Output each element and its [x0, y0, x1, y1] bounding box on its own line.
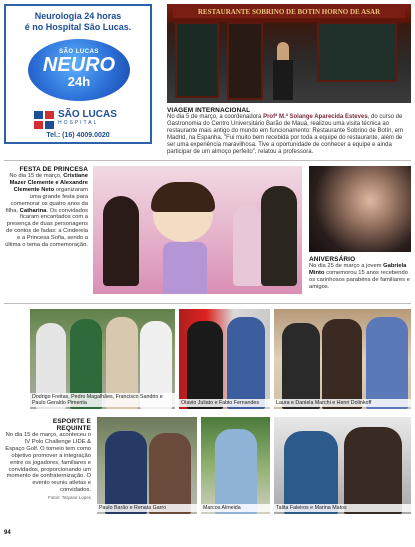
divider: [4, 303, 411, 304]
group-photo-2: [179, 309, 270, 409]
viagem-title: VIAGEM INTERNACIONAL: [167, 107, 251, 114]
girl-right: [233, 206, 263, 286]
person: [344, 427, 402, 514]
group-3-caption: Laura e Daniela Marchi e Henri Dolinkoff: [274, 399, 411, 407]
neuro-24h-badge: [28, 39, 130, 101]
costume-hair: [151, 182, 215, 212]
woman-left: [103, 196, 139, 286]
badge-hours-text: 24h: [67, 74, 91, 89]
photo-credit: Fotos: Tatyane Lopes: [48, 495, 91, 501]
esporte-section: [4, 418, 91, 500]
single-caption: Marcos Almeida: [201, 504, 270, 512]
person: [215, 429, 257, 514]
badge-neuro-text: NEURO: [42, 54, 116, 76]
person: [149, 433, 191, 514]
gabriela-portrait-photo: [309, 166, 411, 252]
group-photo-1: [30, 309, 175, 409]
person-head: [277, 42, 289, 62]
person: [227, 317, 265, 409]
festa-title: FESTA DE PRINCESA: [19, 166, 88, 173]
person: [366, 317, 408, 409]
ad-headline-line-1: Neurologia 24 horas: [34, 11, 122, 21]
restaurant-sign: RESTAURANTE SOBRINO DE BOTIN HORNO DE ASAR: [173, 6, 405, 18]
group-photo-3: [274, 309, 411, 409]
single-photo: [201, 417, 270, 514]
restaurant-photo: [167, 4, 411, 103]
aniversario-title: ANIVERSÁRIO: [309, 256, 356, 263]
pair-1-caption: Paulo Barão e Renata Garro: [97, 504, 197, 512]
pair-photo-1: [97, 417, 197, 514]
festa-body: No dia 15 de março, Cristiane Mazer Clemente e Alexandre Clemente Neto organizaram uma grande festa para comemorar os quatro anos da filha, Catharina. Os convidados ficaram encantados com a presença de duas personagens de contos de fadas: a Cinderela e a Princesa Sofia, sendo a última o tema da comemoração.: [5, 173, 88, 249]
badge-small-text: SÃO LUCAS: [59, 49, 99, 55]
page-number: 94: [4, 530, 11, 536]
person: [322, 319, 362, 409]
esporte-title-1: ESPORTE E: [52, 418, 91, 425]
viagem-section: [167, 107, 411, 157]
pair-2-caption: Talita Faleiros e Marina Matos: [274, 504, 411, 512]
group-2-caption: Otavio Juliato e Fabio Fernandes: [179, 399, 270, 407]
aniversario-section: [309, 256, 411, 291]
ad-headline-line-2: é no Hospital São Lucas.: [24, 22, 132, 32]
viagem-highlight-name: Profª M.ª Solange Aparecida Esteves: [263, 114, 368, 120]
hospital-logo-icon: [34, 111, 54, 129]
person-body: [273, 60, 293, 100]
pair-photo-2: [274, 417, 411, 514]
esporte-body: No dia 15 de março, aconteceu o IV Polo Challenge LIDE & Espaço Golf. O torneio tem como objetivo promover a integração entre os jogadores, familiares e convidados, proporcionando um momento de confraternização. O evento reuniu atletas e convidados.: [5, 432, 91, 494]
hospital-logo-sub: HOSPITAL: [58, 120, 99, 126]
ad-headline: [6, 6, 150, 36]
hospital-advertisement[interactable]: [4, 4, 152, 144]
esporte-title-2: REQUINTE: [56, 425, 91, 432]
person: [105, 431, 147, 514]
window-left: [175, 22, 219, 98]
viagem-body: No dia 5 de março, a coordenadora Profª M.ª Solange Aparecida Esteves, do curso de Gastronomia do Centro Universitário Barão de Mauá, realizou uma visita técnica ao restaurante mais antigo do mundo em funcionamento: Restaurante Sobrino de Botín, em Madrid, na Espanha. "Fui muito bem recebida por toda a equipe do restaurante, além de ser uma experiência maravilhosa. Tive a oportunidade de conhecer a equipe e ainda participar de um almoço perfeito", relatou a professora.: [167, 114, 404, 156]
costume-dress: [163, 242, 207, 294]
aniversario-body: No dia 25 de março a jovem Gabriela Minto comemorou 15 anos recebendo os carinhosos parabéns de familiares e amigos.: [309, 263, 410, 290]
person: [282, 323, 320, 409]
group-1-caption: Dodrigo Freitas, Pedro Magalhães, Francisco Sandrin e Paulo Geraldo Pimenta: [30, 393, 175, 407]
person: [187, 321, 223, 409]
person: [284, 431, 338, 514]
door: [227, 22, 263, 100]
festa-section: [4, 166, 88, 249]
window-right: [317, 22, 397, 82]
man-right: [261, 186, 297, 286]
hospital-phone: Tel.: (16) 4009.0020: [46, 132, 110, 139]
hospital-logo-name: SÃO LUCAS: [58, 109, 117, 120]
princess-party-photo: [93, 166, 302, 294]
divider: [4, 160, 411, 161]
